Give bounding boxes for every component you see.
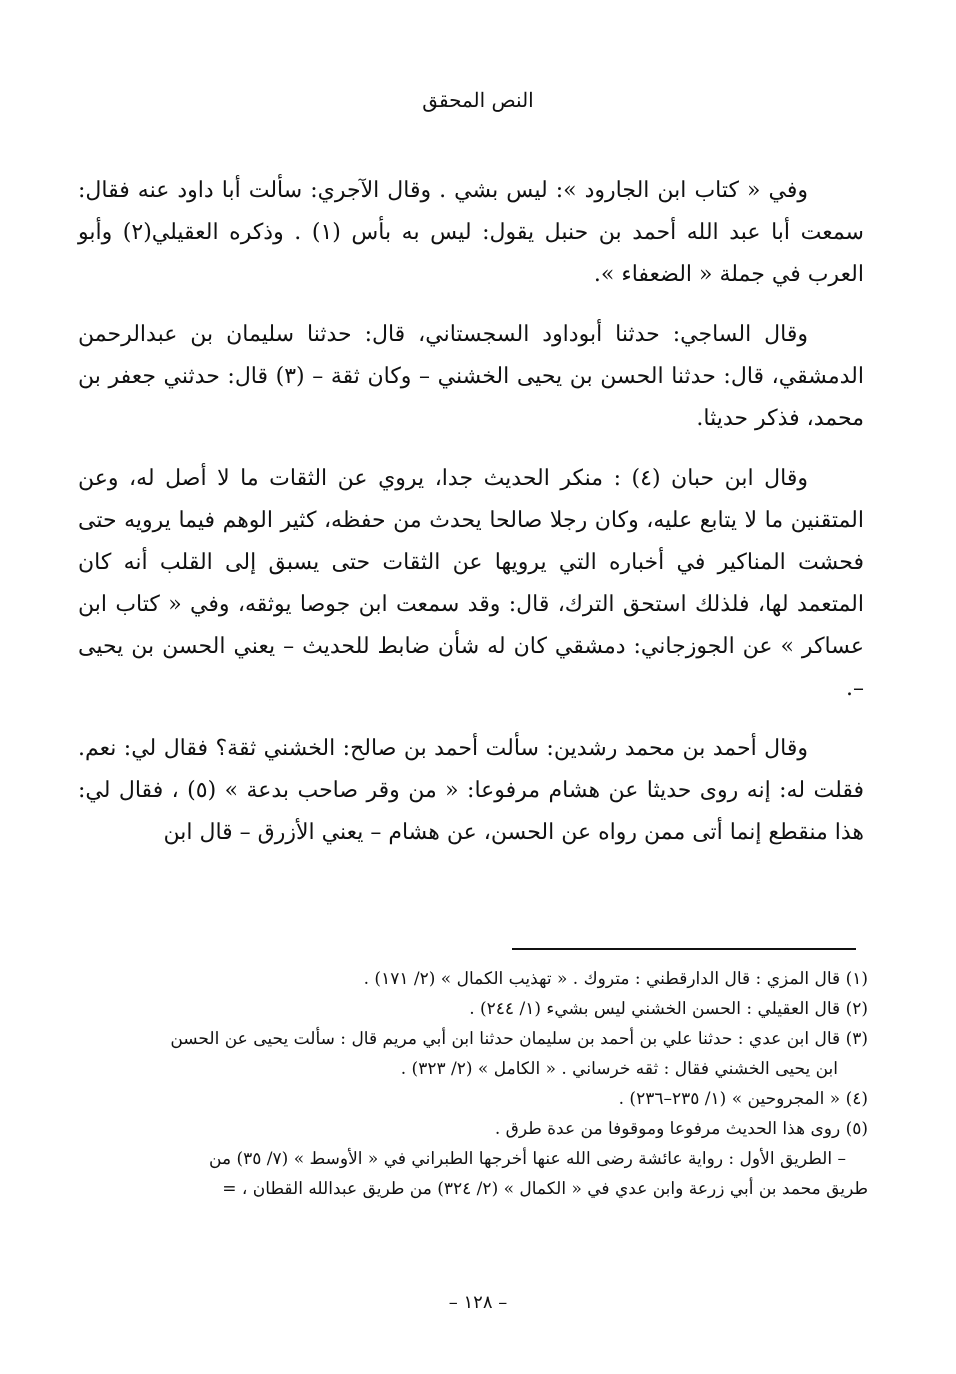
footnote-separator — [512, 948, 856, 950]
paragraph-4: وقال أحمد بن محمد رشدين: سألت أحمد بن صالح: الخشني ثقة؟ فقال لي: نعم. فقلت له: إنه روى حديثا عن هشام مرفوعا: « من وقر صاحب بدعة » (٥) ، فقال لي: هذا منقطع إنما أتى ممن رواه عن الحسن، عن هشام – يعني الأزرق – قال ابن — [78, 736, 865, 845]
paragraph-1: وفي « كتاب ابن الجارود »: ليس بشي . وقال الآجري: سألت أبا داود عنه فقال: سمعت أبا عبد الله أحمد بن حنبل يقول: ليس به بأس (١) . وذكره العقيلي(٢) وأبو العرب في جملة « الضعفاء ». — [78, 178, 864, 287]
footnote-3-continuation: ابن يحيى الخشني فقال : ثقه خرساني . « الكامل » (٢/ ٣٢٣) . — [400, 1059, 838, 1079]
paragraph-3: وقال ابن حبان (٤) : منكر الحديث جدا، يروي عن الثقات ما لا أصل له، وعن المتقنين ما لا يتابع عليه، وكان رجلا صالحا يحدث من حفظه، كثير الوهم فيما يرويه حتى فحشت المناكير في أخباره التي يرويها عن الثقات حتى يسبق إلى القلب أنه كان المتعمد لها، فلذلك استحق الترك، قال: وقد سمعت ابن جوصا يوثقه، وفي « كتاب ابن عساكر » عن الجوزجاني: دمشقي كان له شأن ضابط للحديث – يعني الحسن بن يحيى –. — [78, 466, 864, 701]
page-number: – ١٢٨ – — [448, 1292, 508, 1313]
main-text — [78, 170, 864, 854]
footnote-3: (٣) قال ابن عدي : حدثنا علي بن أحمد بن سليمان حدثنا ابن أبي مريم قال : سألت يحيى عن الحسن — [170, 1029, 868, 1049]
running-header: النص المحقق — [422, 88, 534, 112]
footnote-5-first-path-continuation: طريق محمد بن أبي زرعة وابن عدي في « الكمال » (٢/ ٣٢٤) من طريق عبدالله القطان ، = — [222, 1179, 868, 1199]
footnote-5: (٥) روى هذا الحديث مرفوعا وموقوفا من عدة طرق . — [494, 1119, 868, 1139]
footnote-1: (١) قال المزي : قال الدارقطني : متروك . « تهذيب الكمال » (٢/ ١٧١) . — [363, 969, 868, 989]
footnotes — [70, 964, 868, 1204]
footnote-4: (٤) « المجروحين » (١/ ٢٣٥–٢٣٦) . — [618, 1089, 868, 1109]
footnote-2: (٢) قال العقيلي : الحسن الخشني ليس بشيء (١/ ٢٤٤) . — [469, 999, 868, 1019]
paragraph-2: وقال الساجي: حدثنا أبوداود السجستاني، قال: حدثنا سليمان بن عبدالرحمن الدمشقي، قال: حدثنا الحسن بن يحيى الخشني – وكان ثقة – (٣) قال: حدثني جعفر بن محمد، فذكر حديثا. — [78, 322, 864, 431]
footnote-5-first-path: – الطريق الأول : رواية عائشة رضى الله عنها أخرجها الطبراني في « الأوسط » (٧/ ٣٥) من — [209, 1149, 846, 1169]
